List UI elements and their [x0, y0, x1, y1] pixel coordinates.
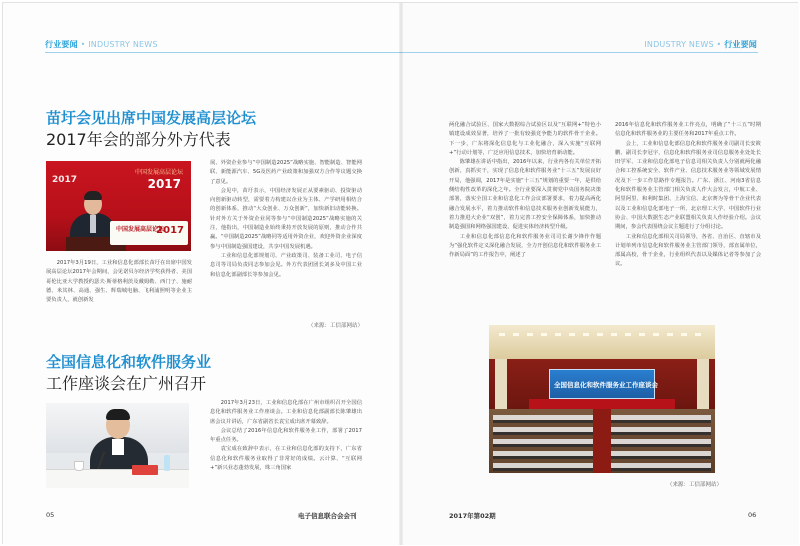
article2-source: （来源：工信部网站） — [667, 482, 723, 488]
paragraph: 陈肇雄在讲话中指出，2016年以来，行业内各有关单位开拓创新，真抓实干，实现了信息化和软件服务业“十三五”发展良好开局，他强调，2017年是实施“十三五”规划的重要一年，是供给侧结构性改革的深化之年。全行业要深入贯彻党中央国务院决策部署，落实全国工业和信息化工作会议部署要求，着力提高两化融合发展水平，着力推动软件和信息技术服务业创新发展能力，着力推进大企业“双创”，着力完善工控安全保障体系，加快推动制造强国和网络强国建设，促进实体经济转型升级。 — [449, 159, 601, 231]
paragraph: 2017年3月19日，工业和信息化部部长苗圩在出席中国发展高层论坛2017年会期间，会见诺贝尔经济学奖获得者、美国哥伦比亚大学教授约瑟夫·斯蒂格利茨及戴姆勒、西门子、施耐德、米其林、高通、强生、辉瑞城电脑、飞利浦照明等企业主要负责人，就创新发 — [46, 260, 192, 304]
conference-hall-photo — [489, 325, 715, 473]
header-rule — [401, 52, 758, 53]
nameplate — [132, 465, 158, 475]
water-bottle — [164, 455, 170, 471]
forum-sign-caption: 中国发展高层论坛 — [116, 226, 165, 233]
speaker-hair — [84, 191, 102, 200]
left-page — [3, 3, 401, 545]
article1-column-2 — [210, 159, 362, 280]
hall-ceiling — [489, 325, 715, 359]
paragraph: 工业和信息化部信息化和软件服务业司司长谢少锋作作题为“强化软件定义深化融合发展，全力开创信息化和软件服务业工作新局面”的工作报告中，阐述了 — [449, 233, 601, 259]
header-separator: • — [716, 40, 722, 49]
paragraph: 2016年信息化和软件服务业工作亮点，明确了“十三五”时期信息化和软件服务业的主要任务和2017年重点工作。 — [615, 122, 761, 138]
article2-title-line2: 工作座谈会在广州召开 — [46, 374, 207, 393]
article2-column-3 — [615, 121, 761, 270]
header-separator: • — [80, 40, 86, 49]
section-header-left — [45, 39, 158, 50]
article2-title-line1: 全国信息化和软件服务业 — [46, 353, 212, 371]
paragraph: 会议总结了2016年信息化和软件服务业工作，部署了2017年重点任务。 — [210, 427, 362, 444]
meeting-speaker-photo — [46, 403, 189, 488]
section-label-en: INDUSTRY NEWS — [88, 40, 158, 49]
forum-speaker-photo — [46, 161, 191, 251]
issue-number: 2017年第02期 — [449, 512, 496, 520]
photo-banner-year: 2017 — [147, 177, 181, 191]
article1-title-line2: 2017年会的部分外方代表 — [46, 130, 231, 149]
paragraph: 2017年3月23日，工业和信息化部在广州市组织召开全国信息化和软件服务业工作座谈会。工业和信息化部副部长陈肇雄出席会议并讲话，广东省副省长袁宝成出席开幕致辞。 — [210, 400, 362, 425]
paragraph: 工业和信息化部规划司、产业政策司、装备工业司、电子信息司等司局负责同志参加会见。外方代表团团长刘多及中国工业和信息化部副部长等参加会见。 — [210, 252, 362, 278]
right-page — [401, 3, 799, 545]
right-page-number: 06 — [748, 511, 757, 519]
tea-cup — [74, 461, 84, 471]
article2-column-1 — [210, 399, 362, 473]
article1-title-line1: 苗圩会见出席中国发展高层论坛 — [46, 109, 257, 127]
paragraph: 会见中，苗圩表示，中国经济发展正从要素驱动、投资驱动向创新驱动转型，需要着力构建以企业为主体、产学研用相结合的创新体系，推动“大众创业、万众创新”，加快新旧动能转换。针对外方关于外资企业同等参与“中国制造2025”战略实施的关注，他指出，中国制造业始终秉持开放发展的原则，推动合作共赢。“中国制造2025”战略同等适用外资企业，欢迎外资企业深度参与中国制造强国建设，共享中国发展机遇。 — [210, 187, 362, 250]
red-carpet-aisle — [593, 409, 611, 473]
stage-platform — [529, 399, 675, 409]
section-label-cn: 行业要闻 — [724, 40, 757, 49]
section-header-right — [644, 39, 757, 50]
paragraph: 展、外资企业参与“中国制造2025”战略实施、智能制造、智能网联、新能源汽车、5G及医药产业政策和加强双方合作等议题交换了意见。 — [210, 160, 362, 185]
journal-title: 电子信息联合会会刊 — [298, 512, 357, 520]
article1-column-1 — [46, 259, 192, 305]
photo-banner-caption: 中国发展高层论坛 — [134, 169, 183, 176]
page-gutter — [399, 3, 403, 545]
paragraph: 会上，工业和信息化部信息化和软件服务业司副司长安筱鹏、副司长李冠宇，信息化和软件服务业司信息服务业处处长田学军、工业和信息化部电子信息司相关负责人分别就两化融合和工控系统安全、软件产业、信息技术服务业等领域发展情况及下一步工作思路作专题报告。广东、浙江、河南3省信息化和软件服务业主管部门相关负责人作大会发言，中航工业、阿里阿里、和利时集团、上海宝信、北京赛为等骨干企业代表以及工业和信息化部电子一所、北京理工大学、中国软件行业协会、中国大数据生态产业联盟相关负责人作经验介绍。会议期间，参会代表围绕会议主题进行了分组讨论。 — [615, 140, 761, 231]
left-page-number: 05 — [46, 511, 55, 519]
header-rule — [45, 52, 401, 53]
stage-screen-text: 全国信息化和软件服务业工作座谈会 — [554, 381, 658, 389]
stage-screen — [549, 369, 658, 399]
article2-column-2 — [449, 121, 601, 260]
speaker-tie — [90, 215, 96, 233]
paragraph: 袁宝成在致辞中表示，在工业和信息化部的支持下，广东省信息化和软件服务业取得了非常好的成绩。云计算、“互联网+”新兴业态蓬勃发展，珠三角国家 — [210, 446, 362, 472]
paragraph: 工业和信息化部相关司局领导，各省、自治区、直辖市及计划单列市信息化和软件服务业主管部门领导，部直属单位，部属高校，骨干企业，行业组织代表以及媒体记者等参加了会议。 — [615, 233, 761, 268]
speaker-shirt — [112, 439, 124, 455]
paragraph: 两化融合试验区、国家大数据综合试验区以及“互联网+”特色小镇建设成效显著，培养了一批有较强竞争能力的软件骨干企业。下一步，广东将深化信息化与工业化融合，深入实施“互联网+”行动计划等，广泛应用信息技术，加快培育新动能。 — [449, 122, 601, 156]
magazine-spread — [2, 2, 798, 544]
article1-source: （来源：工信部网站） — [308, 323, 364, 329]
forum-sign-year: 2017 — [156, 225, 184, 236]
section-label-cn: 行业要闻 — [45, 40, 78, 49]
ceiling-lights — [499, 333, 705, 336]
conference-table — [46, 469, 189, 488]
forum-sign — [110, 221, 188, 245]
section-label-en: INDUSTRY NEWS — [644, 40, 714, 49]
photo-banner-year-left: 2017 — [52, 175, 78, 185]
speaker-hair — [106, 409, 130, 420]
